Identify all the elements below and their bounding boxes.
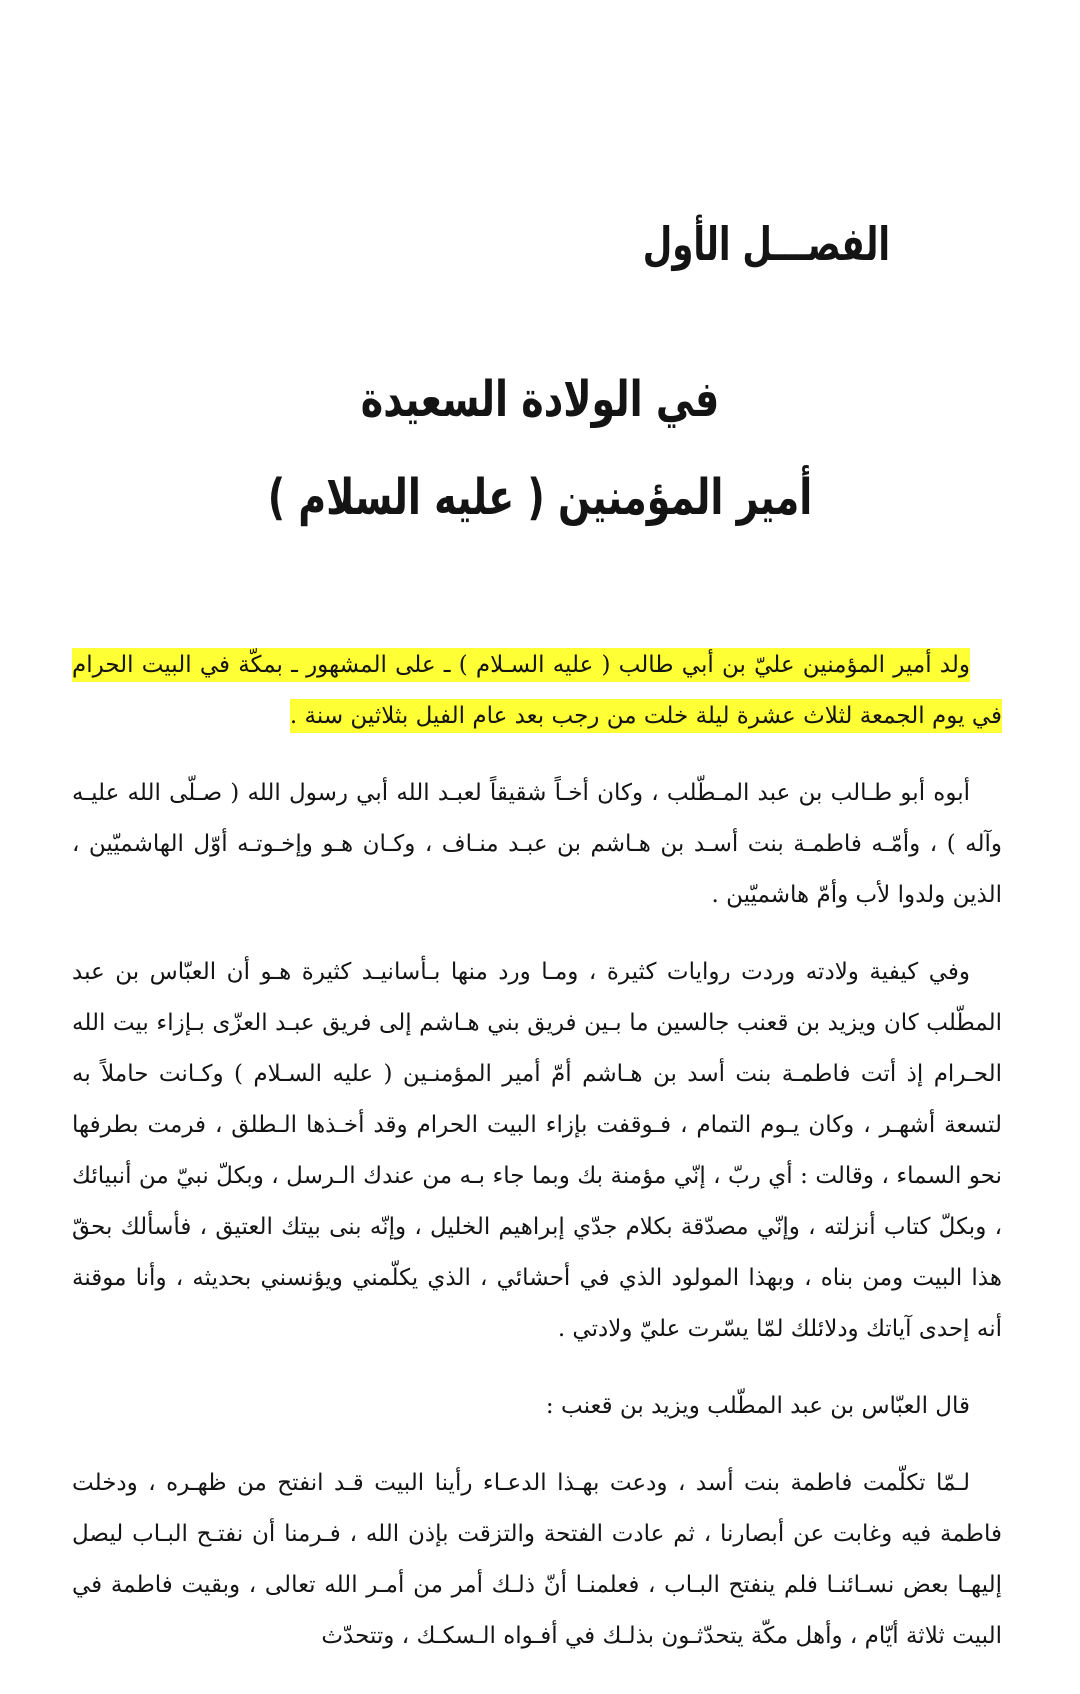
paragraph-highlighted [72,640,1002,742]
chapter-heading: الفصـــل الأول [642,218,890,272]
title-line-1: في الولادة السعيدة [360,370,720,428]
paragraph: قال العبّاس بن عبد المطّلب ويزيد بن قعنب : [545,1393,970,1419]
paragraph: وفي كيفية ولادته وردت روايات كثيرة ، ومـا ورد منها بـأسانيـد كثيرة هـو أن العبّاس بن عبد المطّلب كان ويزيد بن قعنب جالسين ما بـين فريق بني هـاشم إلى فريق عبـد العزّى بـإزاء بيت الله الحـرام إذ أتت فاطمـة بنت أسد بن هـاشم أمّ أمير المؤمنـين ( عليه السـلام ) وكـانت حاملاً به لتسعة أشهـر ، وكان يـوم التمام ، فـوقفت بإزاء البيت الحرام وقد أخـذها الـطلق ، فرمت بطرفها نحو السماء ، وقالت : أي ربّ ، إنّي مؤمنة بك وبما جاء بـه من عندك الـرسل ، وبكلّ نبيّ من أنبيائك ، وبكلّ كتاب أنزلته ، وإنّي مصدّقة بكلام جدّي إبراهيم الخليل ، وإنّه بنى بيتك العتيق ، فأسألك بحقّ هذا البيت ومن بناه ، وبهذا المولود الذي في أحشائي ، الذي يكلّمني ويؤنسني بحديثه ، وأنا موقنة أنه إحدى آياتك ودلائلك لمّا يسّرت عليّ ولادتي . [72,959,1002,1342]
title-line-2: أمير المؤمنين ( عليه السلام ) [267,468,813,526]
paragraph: لـمّا تكلّمت فاطمة بنت أسد ، ودعت بهـذا الدعـاء رأينا البيت قـد انفتح من ظهـره ، ودخلت فاطمة فيه وغابت عن أبصارنا ، ثم عادت الفتحة والتزقت بإذن الله ، فـرمنا أن نفتـح البـاب ليصل إليهـا بعض نسـائنـا فلم ينفتح البـاب ، فعلمنـا أنّ ذلـك أمر من أمـر الله تعالى ، وبقيت فاطمة في البيت ثلاثة أيّام ، وأهل مكّة يتحدّثـون بذلـك في أفـواه الـسكـك ، وتتحدّث [72,1470,1002,1649]
highlighted-text: ولد أمير المؤمنين عليّ بن أبي طالب ( عليه السـلام ) ـ على المشهور ـ بمكّة في البيت الحرام في يوم الجمعة لثلاث عشرة ليلة خلت من رجب بعد عام الفيل بثلاثين سنة . [72,648,1002,733]
paragraph: أبوه أبو طـالب بن عبد المـطّلب ، وكان أخـاً شقيقاً لعبـد الله أبي رسول الله ( صـلّى الله عليـه وآله ) ، وأمّـه فاطمـة بنت أسـد بن هـاشم بن عبـد منـاف ، وكـان هـو وإخـوتـه أوّل الهاشميّين ، الذين ولدوا لأب وأمّ هاشميّين . [72,780,1002,908]
body-text [72,640,1002,1688]
section-title [0,370,1080,576]
